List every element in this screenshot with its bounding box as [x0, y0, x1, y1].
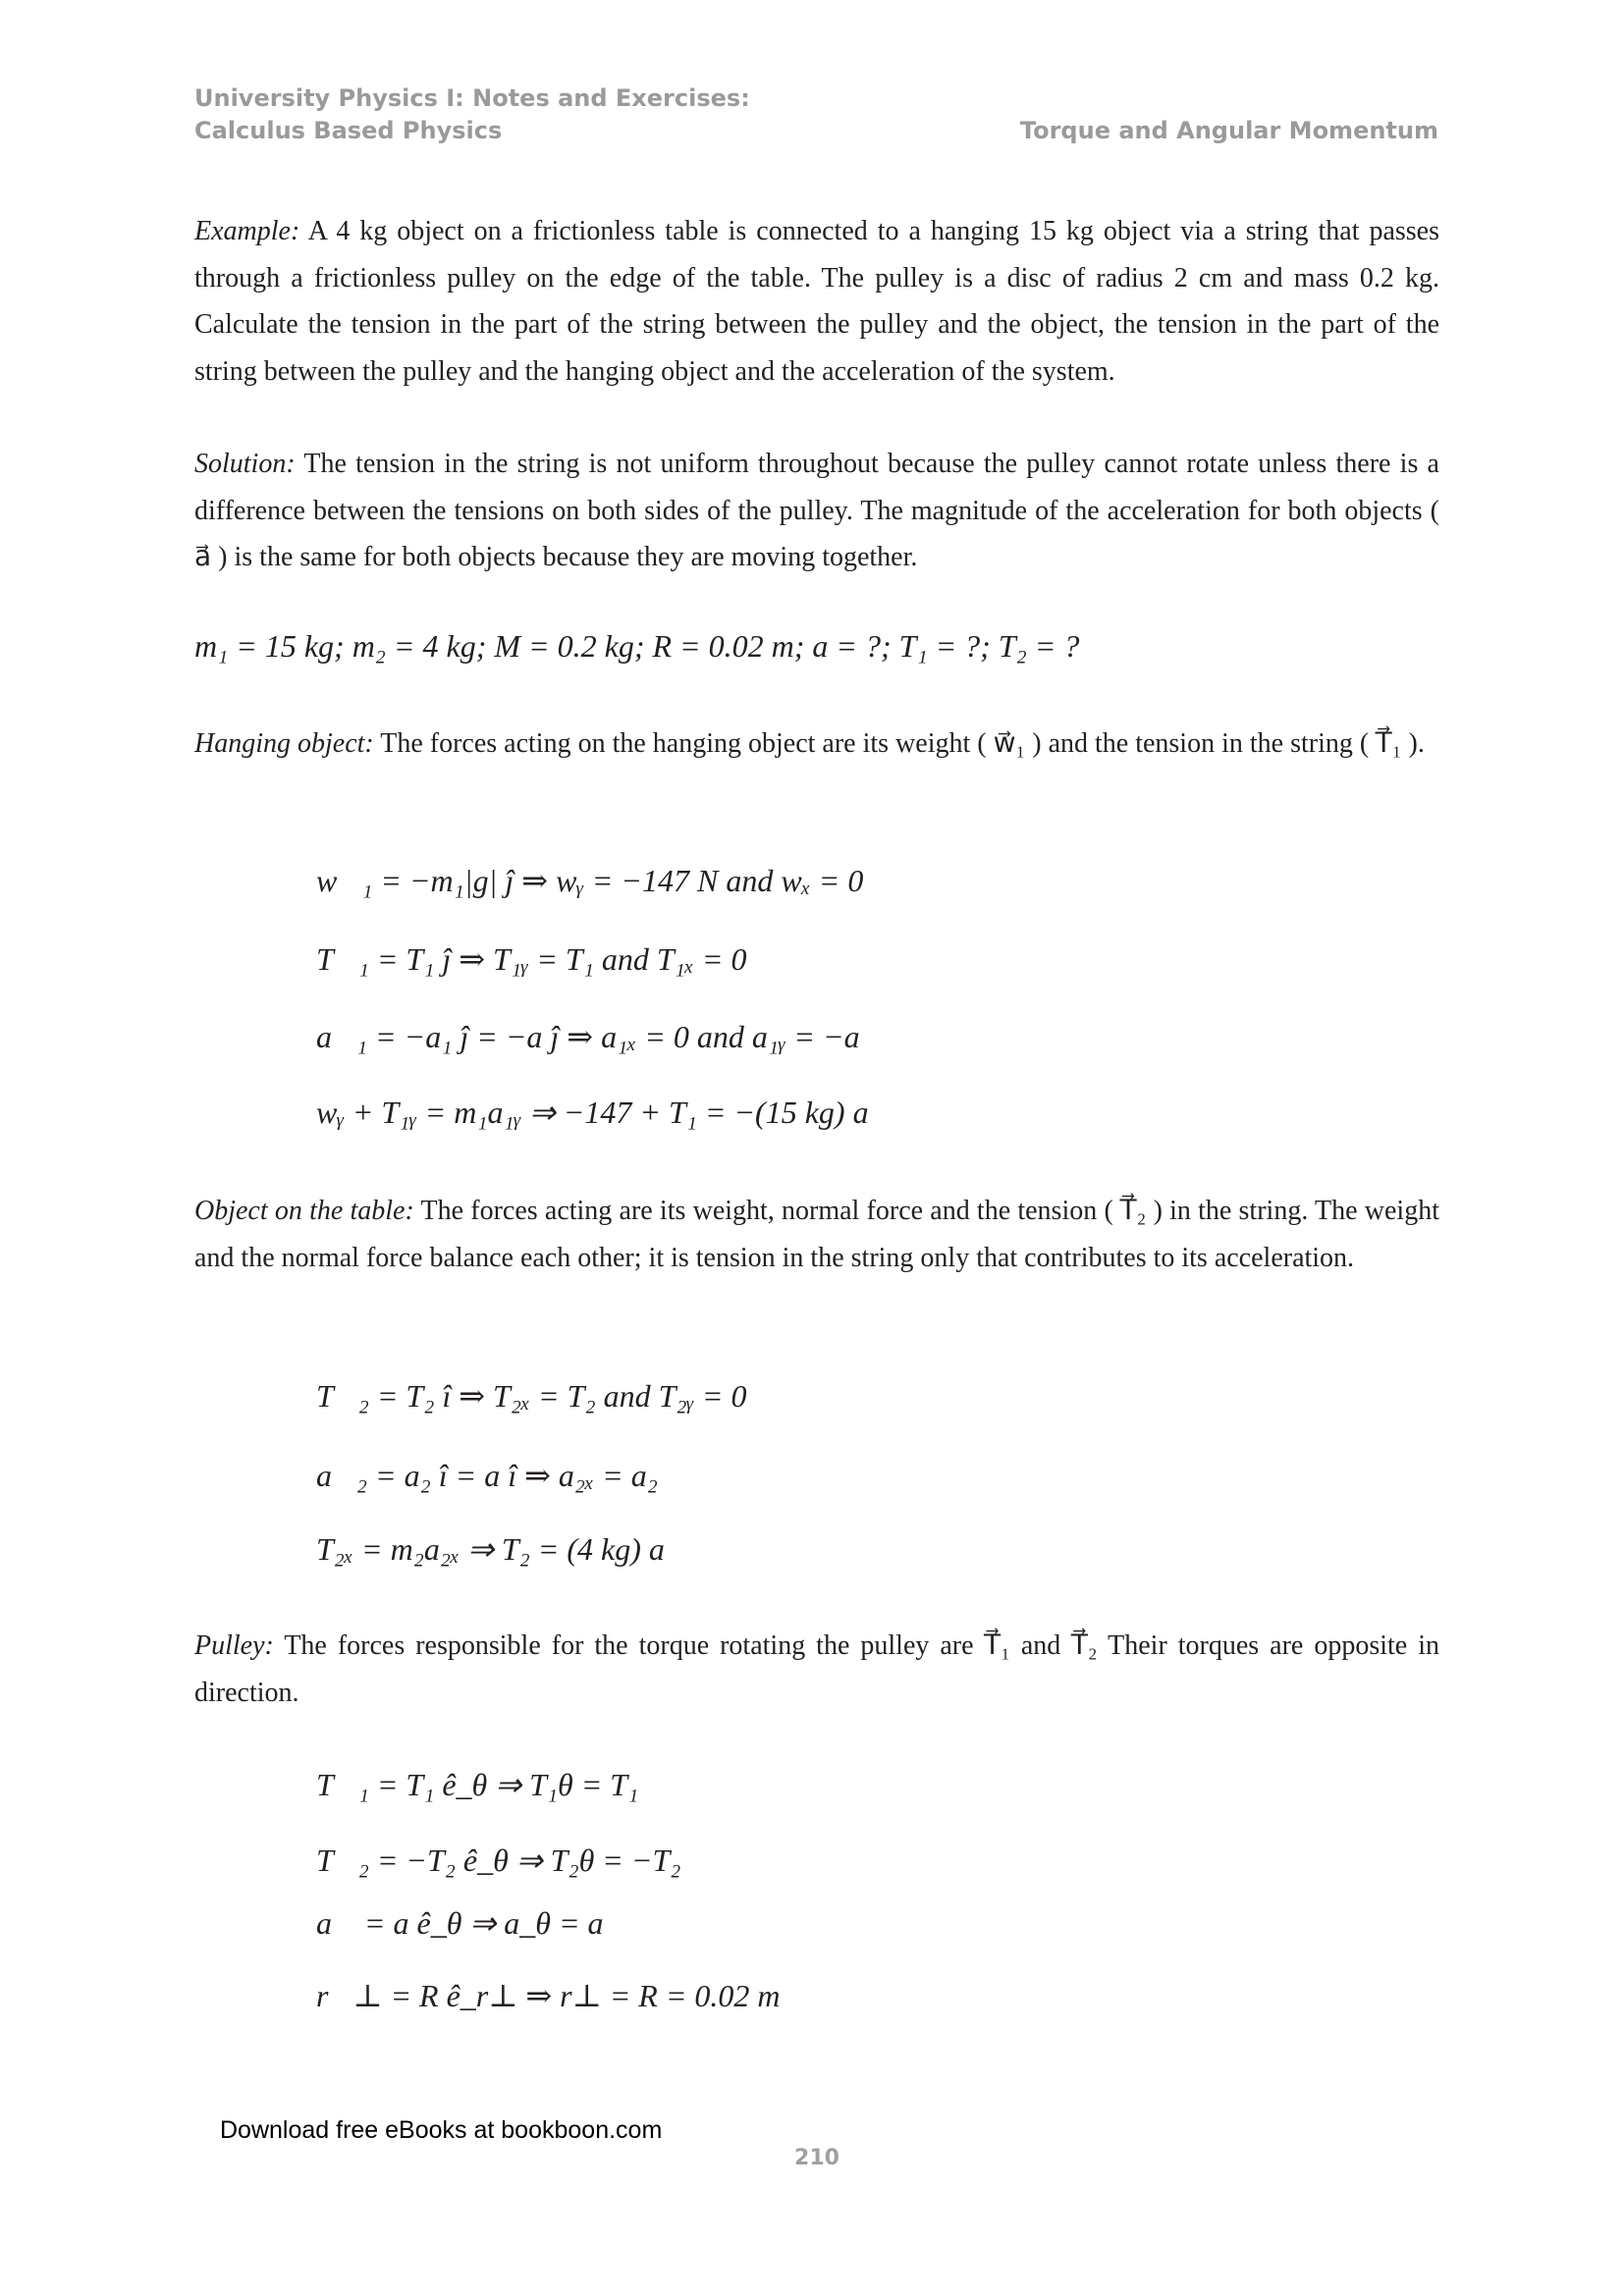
running-header-book-title: [194, 82, 750, 147]
equation: T⃗₂ = −T₂ ê_θ ⇒ T₂θ = −T₂: [316, 1842, 681, 1878]
solution-paragraph: [194, 441, 1439, 581]
table-object-text: The forces acting are its weight, normal force and the tension ( T⃗₂ ) in the string. The weight and the normal force balance each other; it is tension in the string only that contributes to its acceleration.: [194, 1196, 1439, 1273]
equation: T₂ₓ = m₂a₂ₓ ⇒ T₂ = (4 kg) a: [316, 1531, 665, 1567]
pulley-label: Pulley:: [194, 1630, 274, 1661]
table-object-label: Object on the table:: [194, 1196, 414, 1226]
page-number: 210: [794, 2146, 839, 2170]
example-label: Example:: [194, 216, 300, 246]
equation: w⃗₁ = −m₁|g| ĵ ⇒ wᵧ = −147 N and wₓ = 0: [316, 863, 864, 898]
equation: T⃗₁ = T₁ ê_θ ⇒ T₁θ = T₁: [316, 1767, 639, 1802]
solution-label: Solution:: [194, 449, 296, 479]
book-title-line2: Calculus Based Physics: [194, 117, 503, 144]
solution-text: The tension in the string is not uniform throughout because the pulley cannot rotate unless there is a difference between the tensions on both sides of the pulley. The magnitude of the acceleration for both objects ( a⃗ ) is the same for both objects because they are moving together.: [194, 449, 1439, 572]
equation: a⃗₂ = a₂ î = a î ⇒ a₂ₓ = a₂: [316, 1458, 658, 1493]
example-text: A 4 kg object on a frictionless table is connected to a hanging 15 kg object via a string that passes through a frictionless pulley on the edge of the table. The pulley is a disc of radius 2 cm and mass 0.2 kg. Calculate the tension in the part of the string between the pulley and the object, the tension in the part of the string between the pulley and the hanging object and the acceleration of the system.: [194, 216, 1439, 387]
equation: a⃗₁ = −a₁ ĵ = −a ĵ ⇒ a₁ₓ = 0 and a₁ᵧ = −a: [316, 1019, 860, 1054]
download-link[interactable]: Download free eBooks at bookboon.com: [220, 2116, 663, 2144]
running-header-chapter: Torque and Angular Momentum: [1019, 117, 1438, 144]
equation: r⃗⊥ = R ê_r⊥ ⇒ r⊥ = R = 0.02 m: [316, 1978, 781, 2013]
equation: T⃗₂ = T₂ î ⇒ T₂ₓ = T₂ and T₂ᵧ = 0: [316, 1378, 747, 1414]
hanging-object-paragraph: [194, 721, 1439, 768]
hanging-text: The forces acting on the hanging object are its weight ( w⃗₁ ) and the tension in the string ( T⃗₁ ).: [373, 728, 1425, 759]
equation: a⃗ = a ê_θ ⇒ a_θ = a: [316, 1905, 604, 1941]
example-paragraph: [194, 208, 1439, 395]
equation: T⃗₁ = T₁ ĵ ⇒ T₁ᵧ = T₁ and T₁ₓ = 0: [316, 941, 747, 977]
hanging-label: Hanging object:: [194, 728, 374, 759]
pulley-text: The forces responsible for the torque rotating the pulley are T⃗₁ and T⃗₂ Their torques are opposite in direction.: [194, 1630, 1439, 1708]
givens-equation: m₁ = 15 kg; m₂ = 4 kg; M = 0.2 kg; R = 0.02 m; a = ?; T₁ = ?; T₂ = ?: [194, 628, 1080, 664]
book-title-line1: University Physics I: Notes and Exercises:: [194, 84, 750, 112]
pulley-paragraph: [194, 1623, 1439, 1716]
table-object-paragraph: [194, 1188, 1439, 1281]
equation: wᵧ + T₁ᵧ = m₁a₁ᵧ ⇒ −147 + T₁ = −(15 kg) a: [316, 1095, 869, 1130]
